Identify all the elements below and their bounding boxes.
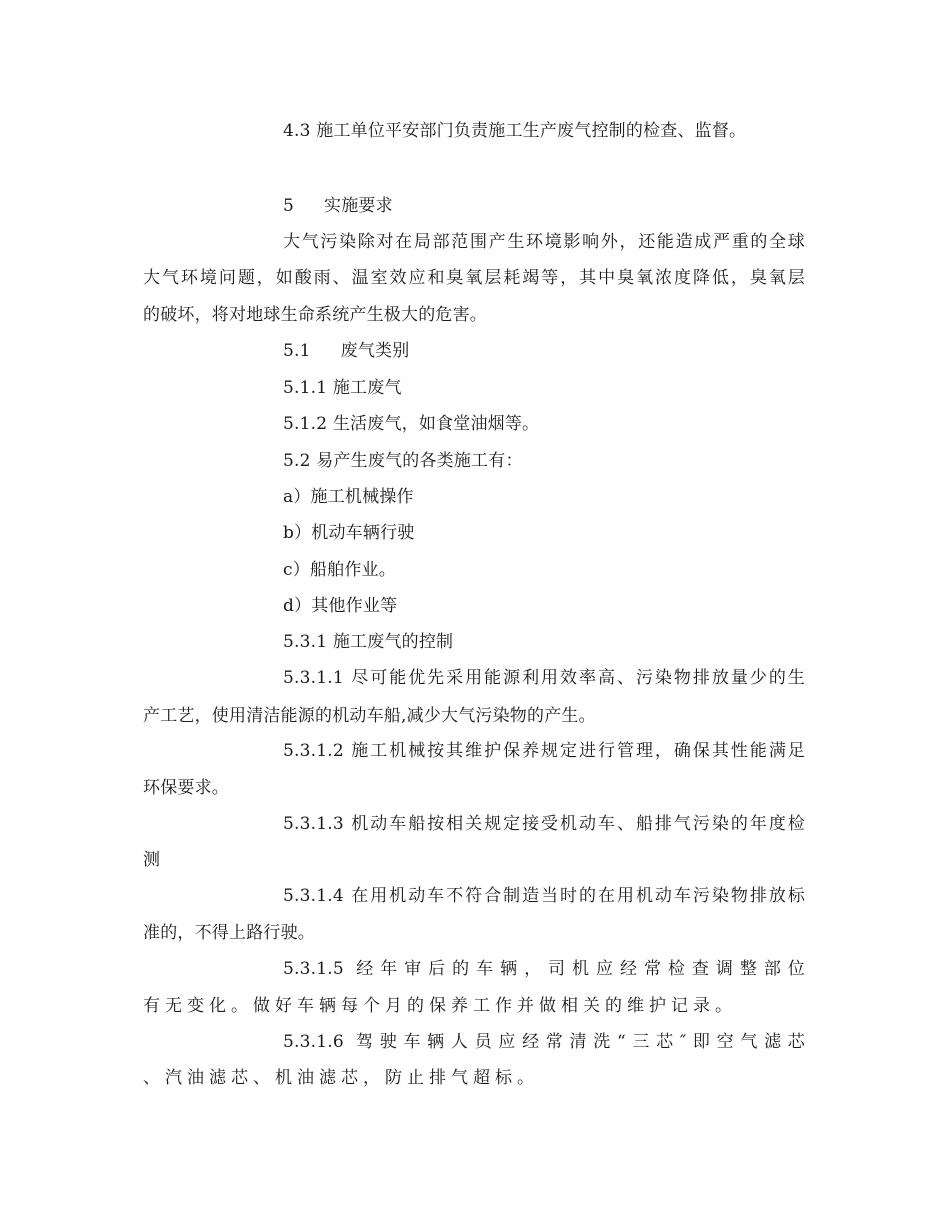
- paragraph-5-3-1-5-line-2: 有无变化。做好车辆每个月的保养工作并做相关的维护记录。: [143, 996, 737, 1016]
- section-5-1-number: 5.1: [283, 341, 311, 361]
- intro-line-3: 的破坏，将对地球生命系统产生极大的危害。: [143, 305, 487, 325]
- paragraph-5-2: 5.2 易产生废气的各类施工有：: [283, 451, 523, 471]
- paragraph-5-3-1-3-line-1: 5.3.1.3 机动车船按相关规定接受机动车、船排气污染的年度检: [283, 814, 805, 834]
- section-5-heading: [283, 196, 393, 216]
- section-5-1-heading: [283, 341, 409, 361]
- intro-line-2: 大气环境问题，如酸雨、温室效应和臭氧层耗竭等，其中臭氧浓度降低，臭氧层: [143, 268, 805, 288]
- paragraph-5-3-1-3-line-2: 测: [143, 850, 161, 870]
- paragraph-5-3-1-5-line-1: 5.3.1.5 经年审后的车辆，司机应经常检查调整部位: [283, 959, 805, 979]
- list-item-d: d）其他作业等: [283, 596, 398, 616]
- paragraph-5-3-1-4-line-2: 准的，不得上路行驶。: [143, 923, 315, 943]
- paragraph-5-1-1: 5.1.1 施工废气: [283, 378, 402, 398]
- section-5-1-title: 废气类别: [340, 341, 410, 361]
- paragraph-5-3-1-2-line-1: 5.3.1.2 施工机械按其维护保养规定进行管理，确保其性能满足: [283, 741, 805, 761]
- list-item-b: b）机动车辆行驶: [283, 523, 415, 543]
- paragraph-5-3-1-6-line-2: 、汽油滤芯、机油滤芯，防止排气超标。: [143, 1068, 539, 1088]
- list-item-a: a）施工机械操作: [283, 487, 414, 507]
- intro-line-1: 大气污染除对在局部范围产生环境影响外，还能造成严重的全球: [283, 232, 805, 252]
- section-5-number: 5: [283, 196, 295, 216]
- paragraph-4-3: 4.3 施工单位平安部门负责施工生产废气控制的检查、监督。: [283, 121, 747, 141]
- paragraph-5-1-2: 5.1.2 生活废气，如食堂油烟等。: [283, 414, 540, 434]
- list-item-c: c）船舶作业。: [283, 560, 396, 580]
- paragraph-5-3-1: 5.3.1 施工废气的控制: [283, 632, 454, 652]
- section-5-title: 实施要求: [324, 196, 393, 216]
- paragraph-5-3-1-1-line-2: 产工艺，使用清洁能源的机动车船,减少大气污染物的产生。: [143, 706, 596, 726]
- paragraph-5-3-1-6-line-1: 5.3.1.6 驾驶车辆人员应经常清洗“三芯″即空气滤芯: [283, 1032, 805, 1052]
- paragraph-5-3-1-1-line-1: 5.3.1.1 尽可能优先采用能源利用效率高、污染物排放量少的生: [283, 668, 805, 688]
- paragraph-5-3-1-4-line-1: 5.3.1.4 在用机动车不符合制造当时的在用机动车污染物排放标: [283, 886, 805, 906]
- paragraph-5-3-1-2-line-2: 环保要求。: [143, 778, 229, 798]
